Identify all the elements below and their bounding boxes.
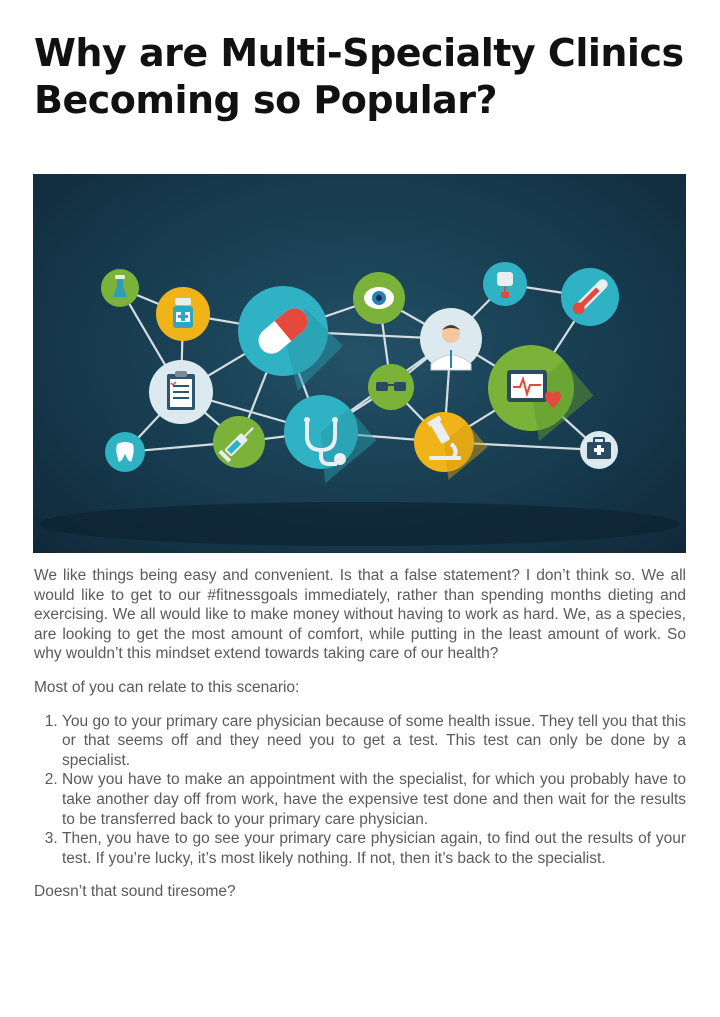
glasses-icon	[368, 364, 414, 410]
tooth-icon	[105, 432, 145, 472]
article-title: Why are Multi-Specialty Clinics Becoming so Popular?	[34, 31, 684, 122]
scenario-intro: Most of you can relate to this scenario:	[34, 678, 300, 696]
list-item: 2. Now you have to make an appointment with the specialist, for which you probably have to take another day off from work, have the expensive test done and then wait for the results to be transferred back to your primary care physician.	[62, 770, 686, 829]
intro-paragraph: We like things being easy and convenient. Is that a false statement? I don’t think so. We all would like to get to our #fitnessgoals immediately, rather than spending months dieting and exercising. We all would like to make money without having to work as hard. We, as a species, are looking to get the most amount of comfort, while putting in the least amount of work. So why wouldn’t this mindset extend towards taking care of our health?	[34, 567, 686, 663]
clipboard-icon	[149, 360, 213, 424]
thermometer-icon	[561, 268, 619, 326]
syringe-icon	[213, 416, 265, 468]
medicine-bottle-icon	[156, 287, 210, 341]
scenario-list	[34, 712, 686, 869]
first-aid-kit-icon	[580, 431, 618, 469]
eye-icon	[353, 272, 405, 324]
doctor-icon	[420, 308, 482, 370]
article-body	[34, 566, 686, 916]
list-item: 1. You go to your primary care physician because of some health issue. They tell you that this or that seems off and they need you to get a test. This test can only be done by a specialist.	[62, 712, 686, 771]
list-item: 3. Then, you have to go see your primary care physician again, to find out the results of your test. If you’re lucky, it’s most likely nothing. If not, then it’s back to the specialist.	[62, 829, 686, 868]
closing-paragraph: Doesn’t that sound tiresome?	[34, 883, 236, 901]
hero-image	[33, 174, 686, 553]
flask-icon	[101, 269, 139, 307]
iv-drip-icon	[483, 262, 527, 306]
